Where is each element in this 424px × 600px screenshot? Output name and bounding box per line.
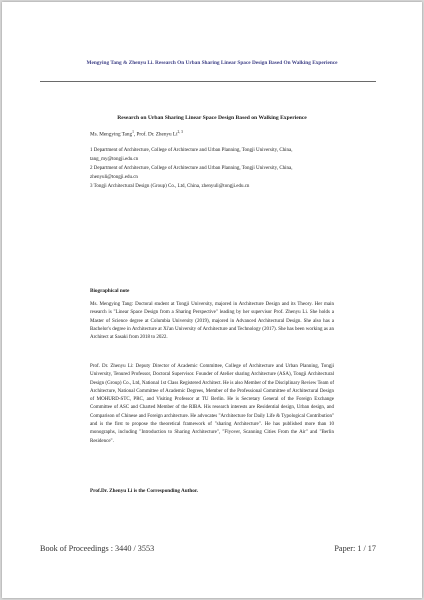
author-first-sup: 1 [132,130,134,134]
footer-proceedings: Book of Proceedings : 3440 / 3553 [40,544,155,553]
running-header: Mengying Tang & Zhenyu Li. Research On Urban Sharing Linear Space Design Based On Walking Experience [86,60,338,66]
paper-title: Research on Urban Sharing Linear Space Design Based on Walking Experience [117,115,307,121]
affiliation-1-email: tang_my@tongji.edu.cn [90,157,139,162]
corresponding-author-note: Prof.Dr. Zhenyu Li is the Corresponding Author. [90,488,198,494]
affiliation-2-email: zhenyuli@tongji.edu.cn [90,175,138,180]
header-rule [40,81,376,82]
affiliation-1: 1 Department of Architecture, College of Architecture and Urban Planning, Tongji University, China, [90,148,293,153]
author-separator: , [133,131,137,138]
bio-paragraph-li: Prof. Dr. Zhenyu Li: Deputy Director of Academic Committee, College of Architecture and Urban Planning, Tongji University, Tenured Professor, Doctoral Supervisor. Founder of Atelier sharing Architecture (ASA), Tongji Architectural Design (Group) Co., Ltd, National 1st Class Registered Architect. He is also Member of the Disciplinary Review Team of Architecture, National Committee of Academic Degrees, Member of the Professional Committee of Architectural Design of MOHURD-STC, PRC, and Visiting Professor at TU Berlin. He is Secretary General of the Foreign Exchange Committee of ASC and Charted Member of the RIBA. His research interests are Residential design, Urban design, and Comparison of Chinese and Foreign architecture. He advocates "Architecture for Daily Life & Typological Contribution" and is the first to propose the theoretical framework of "sharing Architecture". He has published more than 10 monographs, including "Introduction to Sharing Architecture", "Flyover, Scanning Cities From the Air" and "Berlin Residence". [90,364,334,444]
author-second-sup: 2, 3 [177,130,183,134]
affiliation-2: 2 Department of Architecture, College of Architecture and Urban Planning, Tongji University, China, [90,166,293,171]
footer-page-number: Paper: 1 / 17 [334,544,376,553]
section-heading: Biographical note [90,288,130,294]
author-second: Prof. Dr. Zhenyu Li [136,131,178,138]
author-line [90,130,183,138]
document-page [2,2,422,598]
affiliation-3: 3 Tongji Architectural Design (Group) Co., Ltd, China, zhenyuli@tongji.edu.cn [90,184,250,189]
author-first: Ms. Mengying Tang [90,131,133,138]
bio-paragraph-tang: Ms. Mengying Tang: Doctoral student at Tongji University, majored in Architecture Design and its Theory. Her main research is "Linear Space Design from a Sharing Perspective" leading by her supervisor Prof. Zhenyu Li. She holds a Master of Science degree at Columbia University (2019), majored in Advanced Architectural Design. She also has a Bachelor's degree in Architecture at Xi'an University of Architecture and Technology (2017). She has been working as an Architect at Sasaki from 2018 to 2022. [90,302,334,341]
